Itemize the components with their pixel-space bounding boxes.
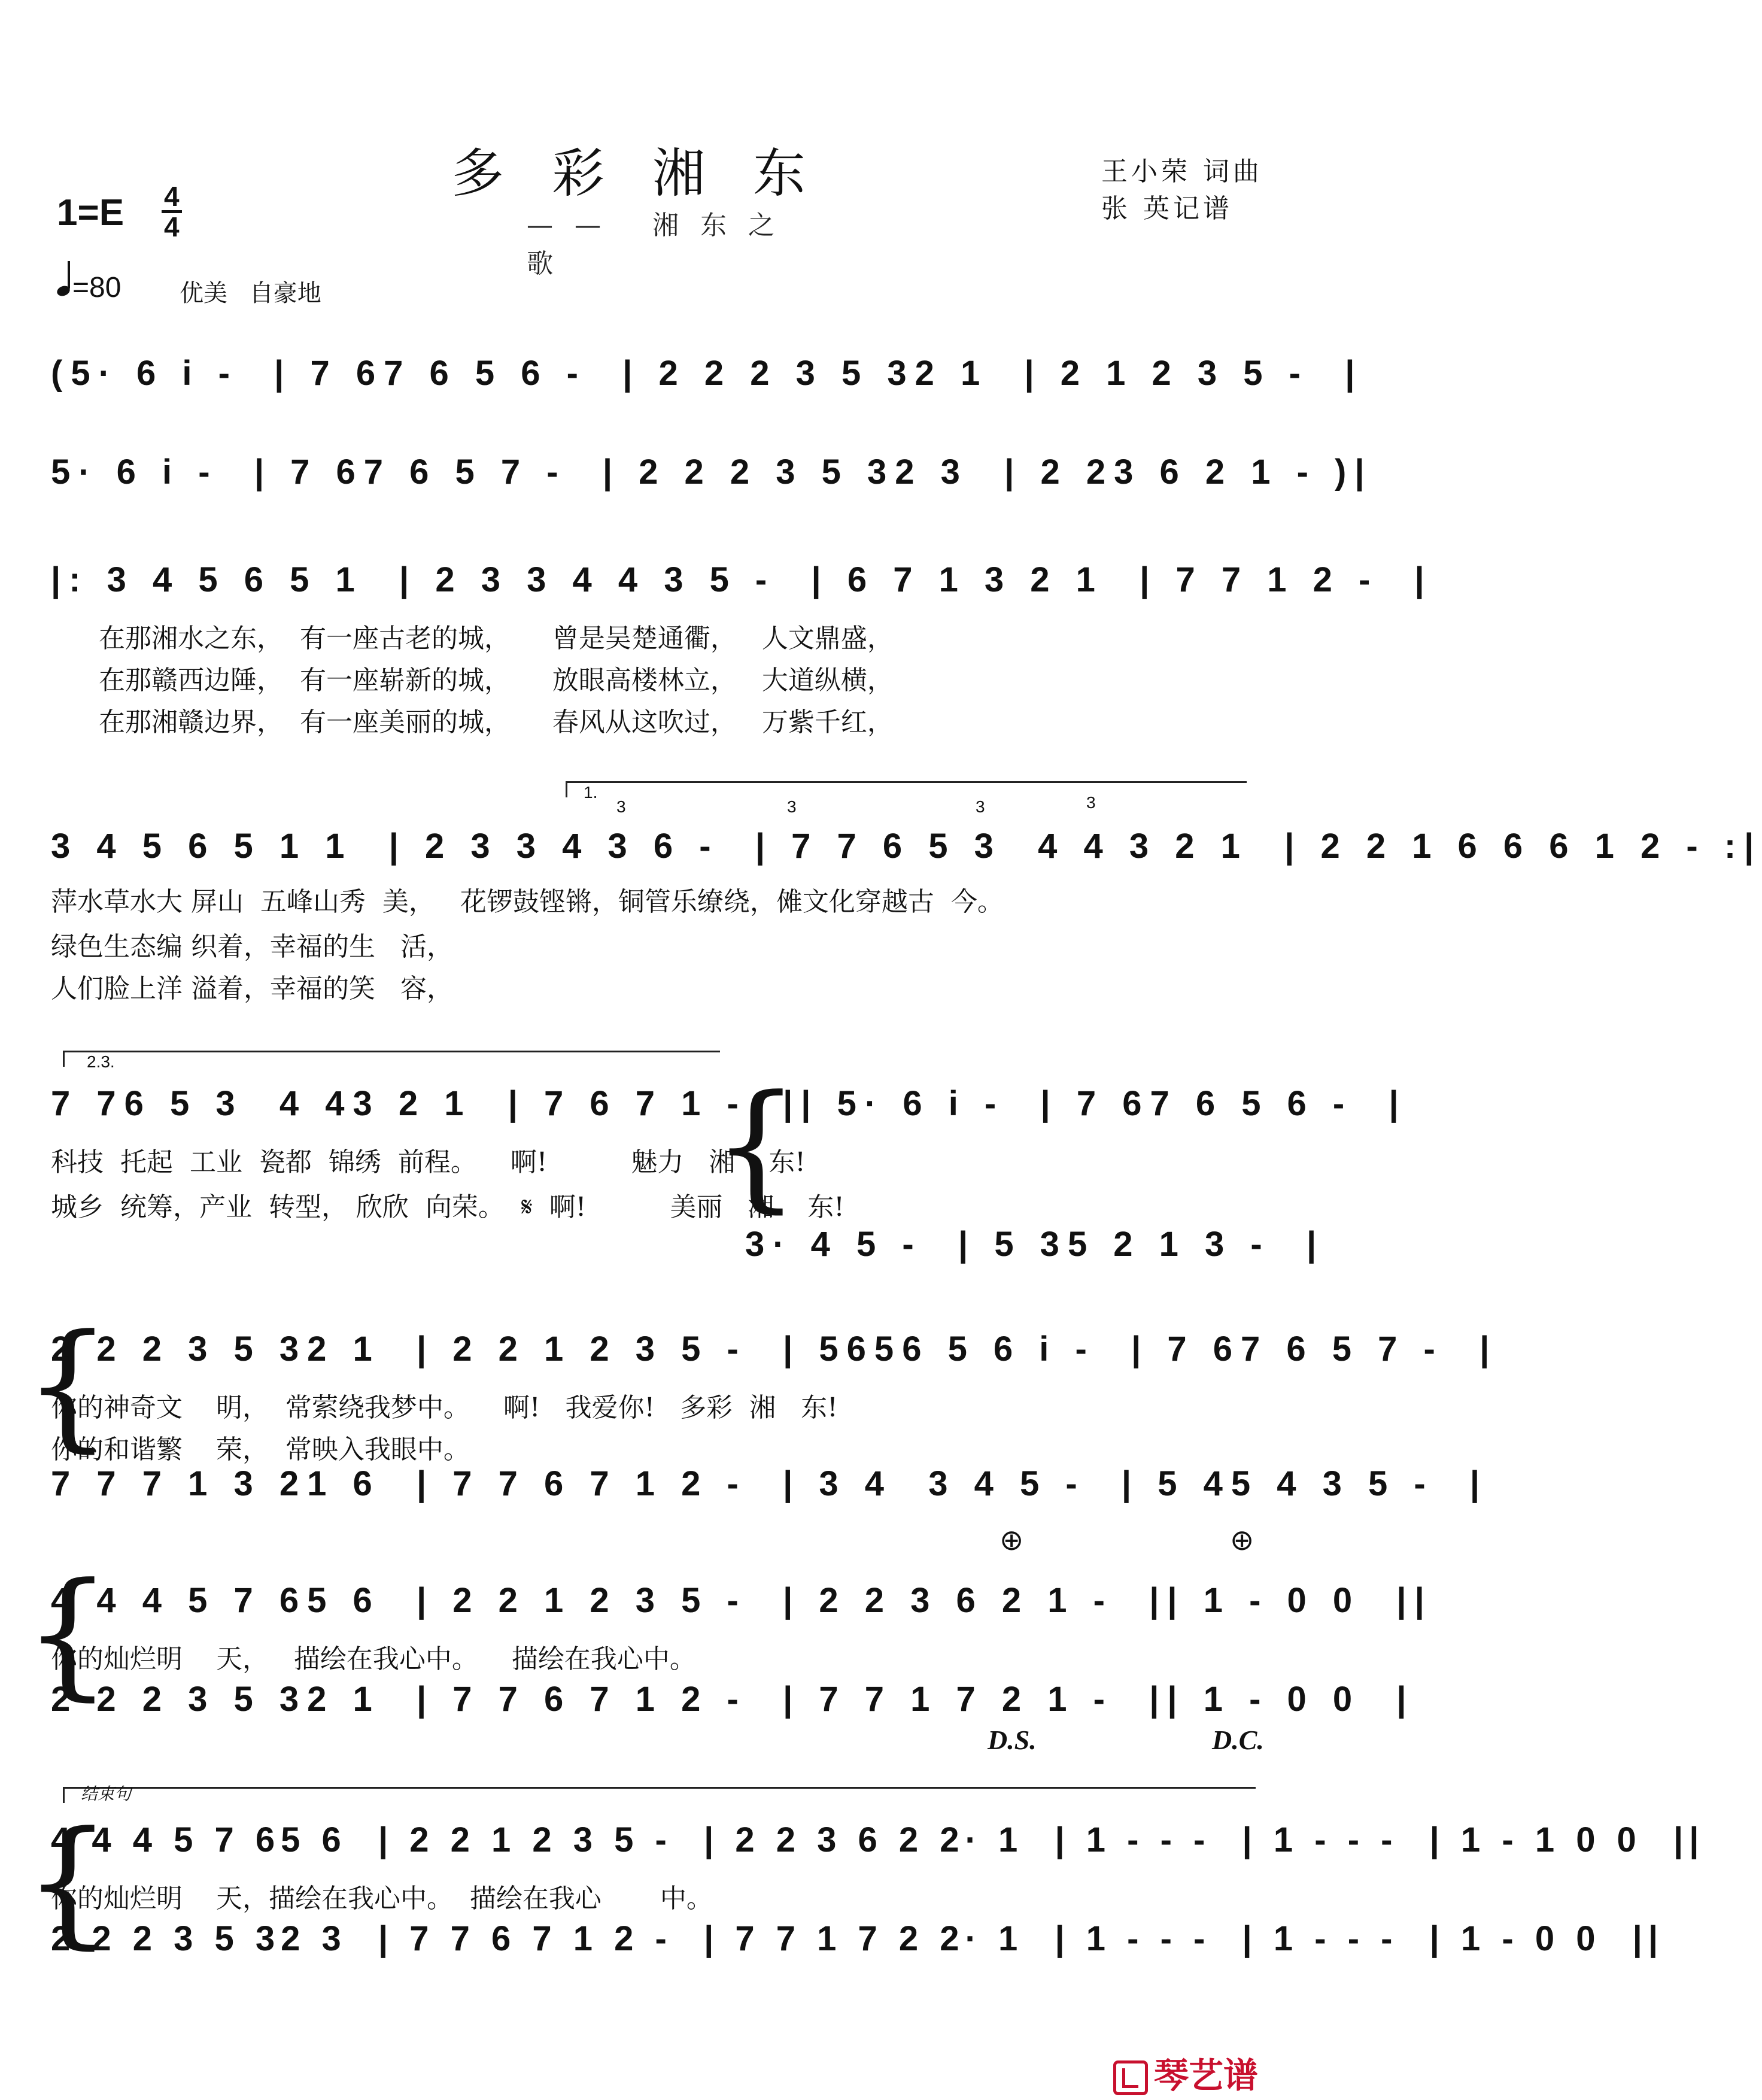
time-signature-top: 4 [162, 183, 182, 213]
site-logo [1113, 2047, 1258, 2098]
composer-credit: 王小荣 词曲 [1101, 156, 1263, 187]
score-row-7: 4 4 4 5 7 65 6 | 2 2 1 2 3 5 - | 2 2 3 6 2 1 - || 1 - 0 0 || [51, 1581, 1433, 1620]
lyric-row-4-verse-2: 绿色生态编 织着，幸福的生 活， [51, 931, 453, 962]
score-row-8: 4 4 4 5 7 65 6 | 2 2 1 2 3 5 - | 2 2 3 6 2 2· 1 | 1 - - - | 1 - - - | 1 - 1 0 0 || [51, 1820, 1705, 1859]
triplet-mark: 3 [1086, 793, 1096, 812]
lyric-row-3-verse-2: 在那赣西边陲， 有一座崭新的城， 放眼高楼林立， 大道纵横， [99, 665, 894, 696]
volta-label-2: 2.3. [87, 1052, 115, 1071]
score-row-3: |: 3 4 5 6 5 1 | 2 3 3 4 4 3 5 - | 6 7 1 3 2 1 | 7 7 1 2 - | [51, 560, 1433, 599]
note-stem-icon [68, 261, 70, 289]
score-row-6-lower: 7 7 7 1 3 21 6 | 7 7 6 7 1 2 - | 3 4 3 4 5 - | 5 45 4 3 5 - | [51, 1464, 1488, 1503]
time-signature-bottom: 4 [164, 211, 180, 242]
score-row-5: 7 76 5 3 4 43 2 1 | 7 6 7 1 - || 5· 6 i - | 7 67 6 5 6 - | [51, 1084, 1407, 1123]
system-brace: { [24, 1306, 112, 1465]
system-brace: { [24, 1802, 112, 1962]
tempo-marking [57, 269, 121, 304]
logo-icon [1113, 2060, 1148, 2095]
lyric-row-4-verse-1: 萍水草水大 屏山 五峰山秀 美， 花锣鼓铿锵，铜管乐缭绕，傩文化穿越古 今。 [51, 887, 1004, 917]
volta-label-1: 1. [584, 783, 598, 802]
coda-icon: ⊕ [1230, 1524, 1254, 1557]
lyric-row-3-verse-1: 在那湘水之东， 有一座古老的城， 曾是吴楚通衢， 人文鼎盛， [99, 623, 894, 654]
score-row-5-lower: 3· 4 5 - | 5 35 2 1 3 - | [745, 1225, 1325, 1264]
dc-marking: D.C. [1212, 1725, 1264, 1755]
page-title: 多彩湘东 [451, 142, 853, 204]
score-row-2: 5· 6 i - | 7 67 6 5 7 - | 2 2 2 3 5 32 3 | 2 23 6 2 1 - )| [51, 453, 1373, 491]
system-brace: { [24, 1554, 112, 1714]
triplet-mark: 3 [787, 797, 797, 816]
transcriber-credit: 张 英记谱 [1101, 193, 1233, 224]
lyric-row-3-verse-3: 在那湘赣边界， 有一座美丽的城， 春风从这吹过， 万紫千红， [99, 707, 894, 738]
score-row-1: (5· 6 i - | 7 67 6 5 6 - | 2 2 2 3 5 32 1 | 2 1 2 3 5 - | [51, 354, 1363, 393]
tempo-value: =80 [72, 272, 121, 304]
ending-bracket [63, 1787, 1256, 1803]
triplet-mark: 3 [976, 797, 985, 816]
lyric-row-5-verse-2: 城乡 统筹，产业 转型， 欣欣 向荣。 𝄋 啊! 美丽 湘 东! [51, 1192, 844, 1222]
score-row-6: 2 2 2 3 5 32 1 | 2 2 1 2 3 5 - | 5656 5 6 i - | 7 67 6 5 7 - | [51, 1330, 1498, 1368]
score-row-7-lower: 2 2 2 3 5 32 1 | 7 7 6 7 1 2 - | 7 7 1 7 2 1 - || 1 - 0 0 | [51, 1680, 1415, 1719]
page-subtitle: —— 湘东之歌 [527, 210, 796, 279]
ending-label: 结束句 [81, 1784, 132, 1804]
lyric-row-8: 你的灿烂明 天，描绘在我心中。 描绘在我心 中。 [51, 1883, 713, 1914]
lyric-row-5-verse-1: 科技 托起 工业 瓷都 锦绣 前程。 啊! 魅力 湘 东! [51, 1147, 806, 1178]
expression-marking: 优美 自豪地 [180, 280, 321, 307]
score-row-8-lower: 2 2 2 3 5 32 3 | 7 7 6 7 1 2 - | 7 7 1 7 2 2· 1 | 1 - - - | 1 - - - | 1 - 0 0 || [51, 1919, 1664, 1958]
system-brace: { [712, 1066, 800, 1226]
volta-bracket-1 [566, 781, 1247, 797]
triplet-mark: 3 [616, 797, 626, 816]
volta-bracket-2 [63, 1051, 720, 1067]
score-row-4: 3 4 5 6 5 1 1 | 2 3 3 4 3 6 - | 7 7 6 5 3 4 4 3 2 1 | 2 2 1 6 6 6 1 2 - :| [51, 827, 1762, 866]
time-signature [162, 183, 182, 241]
lyric-row-7: 你的灿烂明 天， 描绘在我心中。 描绘在我心中。 [51, 1644, 696, 1674]
coda-icon: ⊕ [1000, 1524, 1024, 1557]
logo-text: 琴艺谱 [1154, 2055, 1259, 2096]
ds-marking: D.S. [988, 1725, 1037, 1755]
lyric-row-4-verse-3: 人们脸上洋 溢着，幸福的笑 容， [51, 973, 453, 1004]
lyric-row-6-verse-2: 你的和谐繁 荣， 常映入我眼中。 [51, 1434, 470, 1465]
key-signature: 1=E [57, 192, 124, 233]
lyric-row-6-verse-1: 你的神奇文 明， 常萦绕我梦中。 啊! 我爱你! 多彩 湘 东! [51, 1392, 838, 1423]
